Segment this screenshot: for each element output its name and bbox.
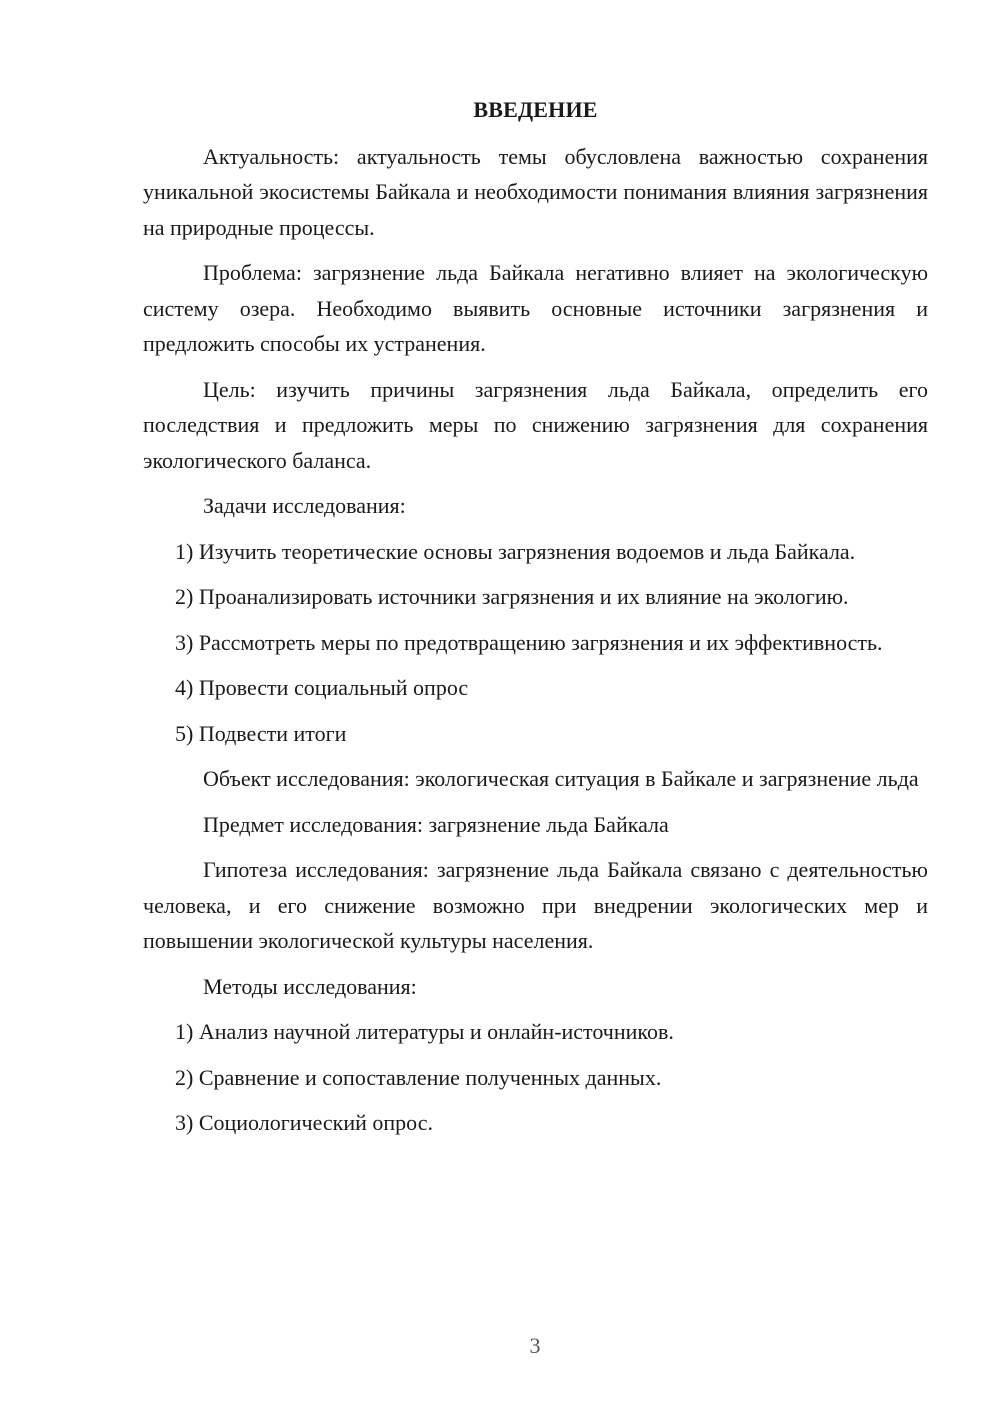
object-paragraph: Объект исследования: экологическая ситуация в Байкале и загрязнение льда	[203, 766, 919, 791]
task-item: 1) Изучить теоретические основы загрязнения водоемов и льда Байкала.	[175, 538, 856, 564]
problem-paragraph: Проблема: загрязнение льда Байкала негативно влияет на экологическую систему озера. Необходимо выявить основные источники загрязнения и предложить способы их устранения.	[143, 260, 928, 356]
task-item: 3) Рассмотреть меры по предотвращению загрязнения и их эффективность.	[175, 629, 883, 655]
methods-heading: Методы исследования:	[203, 973, 417, 999]
methods-list	[143, 1014, 928, 1141]
task-item: 4) Провести социальный опрос	[175, 675, 469, 700]
method-item: 3) Социологический опрос.	[175, 1110, 433, 1135]
hypothesis-paragraph: Гипотеза исследования: загрязнение льда Байкала связано с деятельностью человека, и его снижение возможно при внедрении экологических мер и повышении экологической культуры населения.	[143, 857, 928, 953]
tasks-list	[143, 534, 928, 752]
section-title: ВВЕДЕНИЕ	[473, 97, 598, 122]
method-item: 1) Анализ научной литературы и онлайн-источников.	[175, 1019, 674, 1044]
task-item: 2) Проанализировать источники загрязнения и их влияние на экологию.	[175, 584, 849, 609]
task-item: 5) Подвести итоги	[175, 720, 347, 746]
document-page	[143, 92, 928, 1151]
page-number: 3	[529, 1333, 541, 1358]
relevance-paragraph: Актуальность: актуальность темы обусловлена важностью сохранения уникальной экосистемы Байкала и необходимости понимания влияния загрязнения на природные процессы.	[143, 143, 928, 240]
subject-paragraph: Предмет исследования: загрязнение льда Байкала	[203, 811, 669, 837]
tasks-heading: Задачи исследования:	[203, 493, 406, 518]
goal-paragraph: Цель: изучить причины загрязнения льда Байкала, определить его последствия и предложить меры по снижению загрязнения для сохранения экологического баланса.	[143, 376, 928, 473]
method-item: 2) Сравнение и сопоставление полученных данных.	[175, 1064, 662, 1090]
